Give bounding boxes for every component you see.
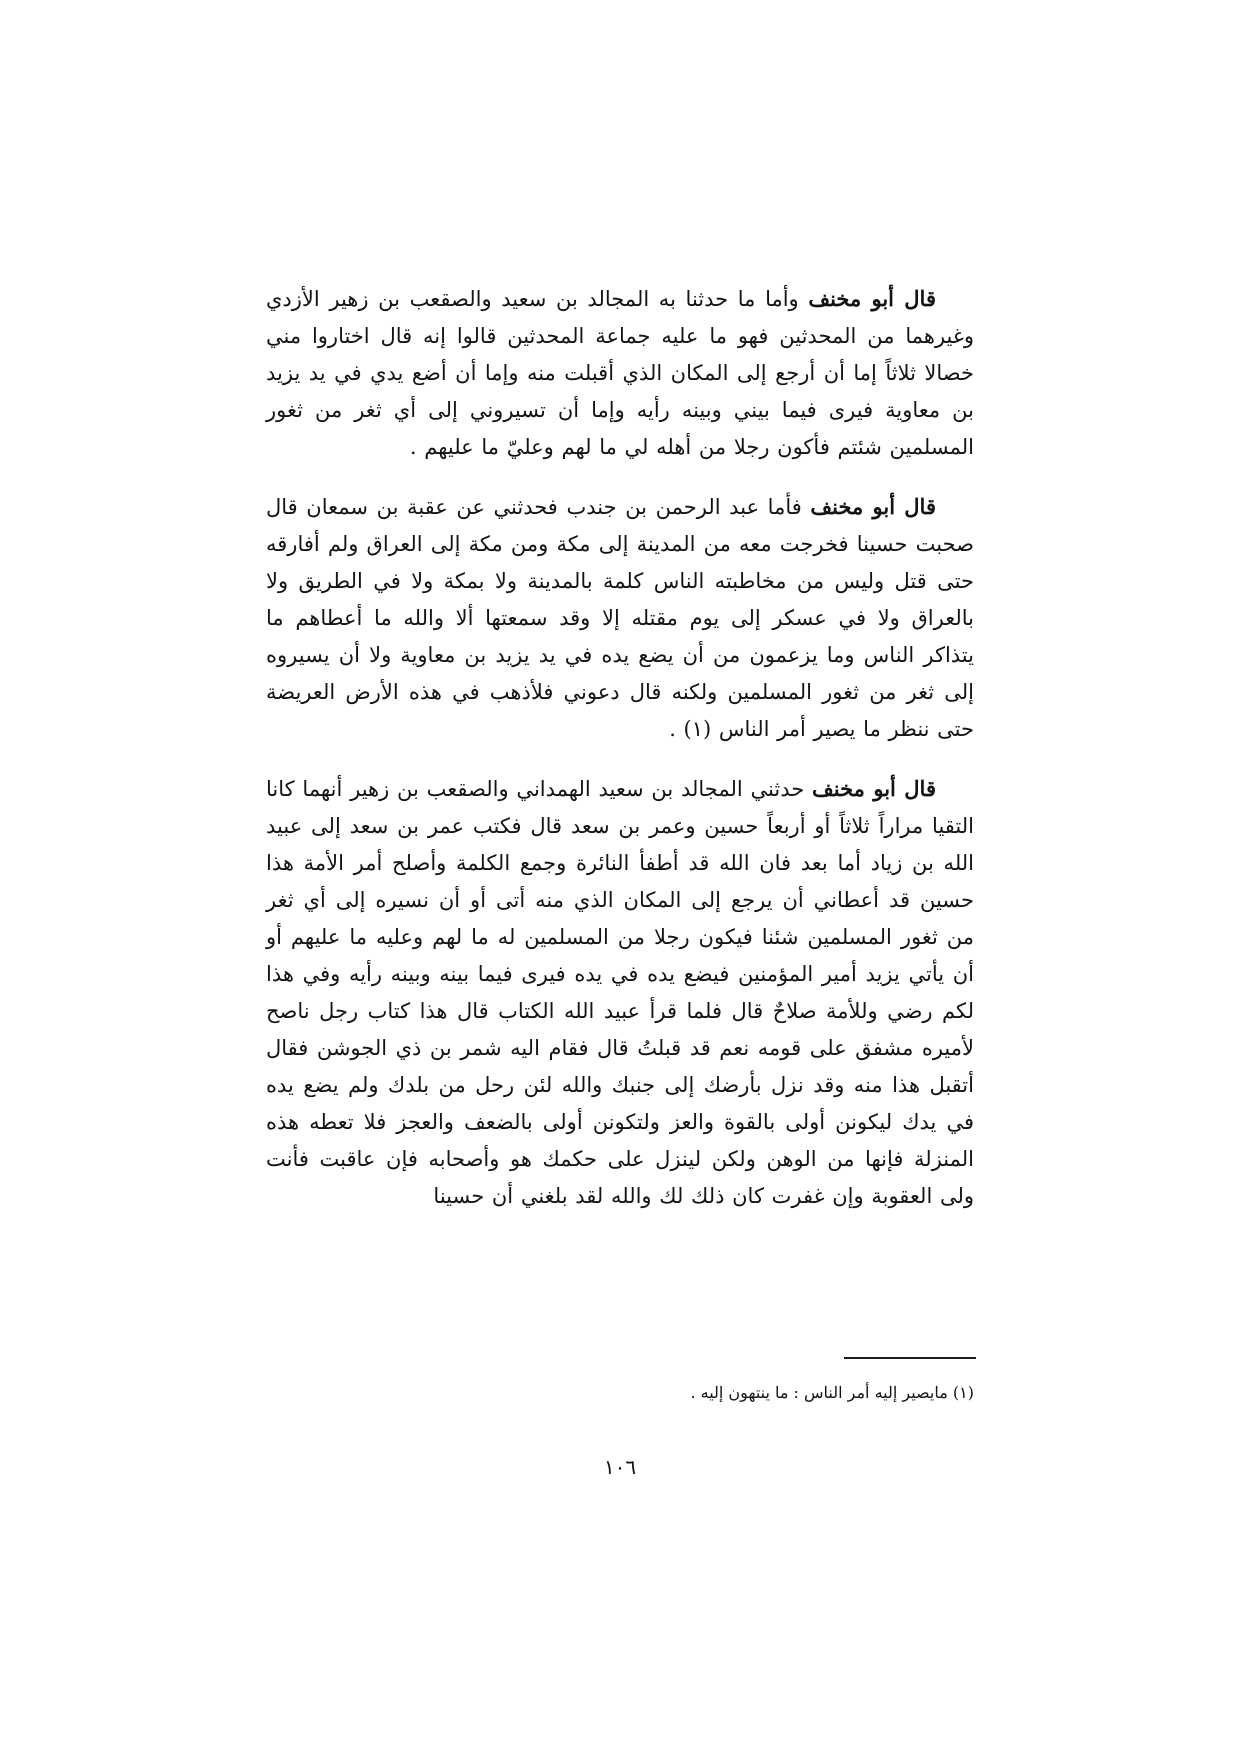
paragraph-text: فأما عبد الرحمن بن جندب فحدثني عن عقبة بن سمعان قال صحبت حسينا فخرجت معه من المدينة إلى مكة ومن مكة إلى العراق ولم أفارقه حتى قتل وليس من مخاطبته الناس كلمة بالمدينة ولا بمكة ولا في الطريق ولا بالعراق ولا في عسكر إلى يوم مقتله إلا وقد سمعتها ألا والله ما أعطاهم ما يتذاكر الناس وما يزعمون من أن يضع يده في يد يزيد بن معاوية ولا أن يسيروه إلى ثغر من ثغور المسلمين ولكنه قال دعوني فلأذهب في هذه الأرض العريضة حتى ننظر ما يصير أمر الناس (١) .: [266, 495, 974, 741]
paragraph-1: [266, 280, 974, 466]
main-text: [266, 280, 974, 1237]
paragraph-2: [266, 488, 974, 748]
paragraph-text: وأما ما حدثنا به المجالد بن سعيد والصقعب بن زهير الأزدي وغيرهما من المحدثين فهو ما عليه جماعة المحدثين قالوا إنه قال اختاروا مني خصالا ثلاثاً إما أن أرجع إلى المكان الذي أقبلت منه وإما أن أضع يدي في يد يزيد بن معاوية فيرى فيما بيني وبينه رأيه وإما أن تسيروني إلى أي ثغر من ثغور المسلمين شئتم فأكون رجلا من أهله لي ما لهم وعليّ ما عليهم .: [266, 287, 974, 459]
speaker-label: قال أبو مخنف: [808, 286, 936, 311]
page-number: ١٠٦: [603, 1455, 637, 1479]
speaker-label: قال أبو مخنف: [810, 494, 936, 519]
paragraph-3: [266, 770, 974, 1215]
speaker-label: قال أبو مخنف: [812, 776, 936, 801]
footnote-divider: [844, 1357, 976, 1359]
footnote: (١) مايصير إليه أمر الناس : ما ينتهون إليه .: [690, 1383, 974, 1402]
paragraph-text: حدثني المجالد بن سعيد الهمداني والصقعب بن زهير أنهما كانا التقيا مراراً ثلاثاً أو أربعاً حسين وعمر بن سعد قال فكتب عمر بن سعد إلى عبيد الله بن زياد أما بعد فان الله قد أطفأ النائرة وجمع الكلمة وأصلح أمر الأمة هذا حسين قد أعطاني أن يرجع إلى المكان الذي منه أتى أو أن نسيره إلى أي ثغر من ثغور المسلمين شئنا فيكون رجلا من المسلمين له ما لهم وعليه ما عليهم أو أن يأتي يزيد أمير المؤمنين فيضع يده في يده فيرى فيما بينه وبينه رأيه وفي هذا لكم رضي وللأمة صلاحٌ قال فلما قرأ عبيد الله الكتاب قال هذا كتاب رجل ناصح لأميره مشفق على قومه نعم قد قبلتُ قال فقام اليه شمر بن ذي الجوشن فقال أتقبل هذا منه وقد نزل بأرضك إلى جنبك والله لئن رحل من بلدك ولم يضع يده في يدك ليكونن أولى بالقوة والعز ولتكونن أولى بالضعف والعجز فلا تعطه هذه المنزلة فإنها من الوهن ولكن لينزل على حكمك هو وأصحابه فإن عاقبت فأنت ولى العقوبة وإن غفرت كان ذلك لك والله لقد بلغني أن حسينا: [266, 777, 975, 1208]
